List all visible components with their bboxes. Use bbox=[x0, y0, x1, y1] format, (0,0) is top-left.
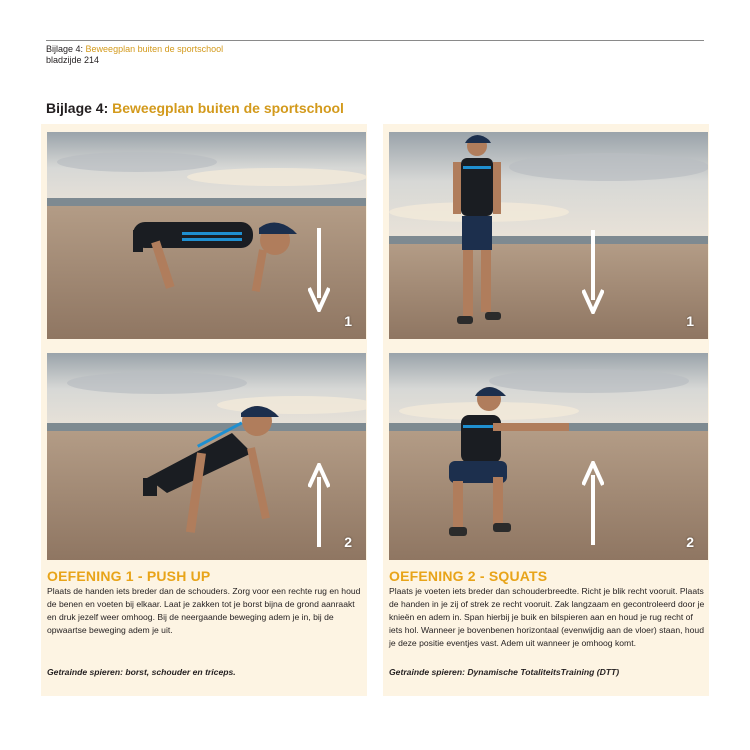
exercise-panel-push-up bbox=[41, 124, 367, 696]
step-number: 1 bbox=[686, 313, 694, 329]
page-title-label: Bijlage 4: bbox=[46, 100, 109, 116]
trained-muscles: Getrainde spieren: Dynamische TotaliteitsTraining (DTT) bbox=[389, 667, 620, 677]
running-header-label: Bijlage 4: bbox=[46, 44, 84, 54]
beach-photo-image bbox=[389, 132, 708, 339]
exercise-title: OEFENING 1 - PUSH UP bbox=[47, 568, 211, 584]
push-up-photo-1 bbox=[47, 132, 366, 339]
header-rule bbox=[46, 40, 704, 41]
arrow-up-icon bbox=[582, 461, 604, 545]
step-number: 2 bbox=[686, 534, 694, 550]
step-number: 1 bbox=[344, 313, 352, 329]
squats-photo-2 bbox=[389, 353, 708, 560]
page-title bbox=[46, 100, 344, 116]
exercise-description: Plaats je voeten iets breder dan schouderbreedte. Richt je blik recht vooruit. Plaats de handen in je zij of strek ze recht vooruit. Zak langzaam en gecontroleerd door je knieën en adem in. Span hierbij je buik en bilspieren aan en houd je rug recht of iets hol. Wanneer je bovenbenen horizontaal (evenwijdig aan de vloer) staan, houd je deze positie eventjes vast. Adem uit wanneer je omhoog komt. bbox=[389, 586, 705, 648]
arrow-down-icon bbox=[582, 230, 604, 314]
step-number: 2 bbox=[344, 534, 352, 550]
beach-photo-image bbox=[389, 353, 708, 560]
exercise-description: Plaats de handen iets breder dan de schouders. Zorg voor een rechte rug en houd de benen en voeten bij elkaar. Laat je zakken tot je borst bijna de grond aanraakt en druk jezelf weer omhoog. Bij de neergaande beweging adem je in, bij de opwaartse beweging adem je uit. bbox=[47, 586, 361, 635]
arrow-up-icon bbox=[308, 463, 330, 547]
running-header-section: Beweegplan buiten de sportschool bbox=[85, 44, 224, 54]
arrow-down-icon bbox=[308, 228, 330, 312]
running-header bbox=[46, 44, 223, 66]
squats-photo-1 bbox=[389, 132, 708, 339]
exercise-title: OEFENING 2 - SQUATS bbox=[389, 568, 548, 584]
page-reference: bladzijde 214 bbox=[46, 55, 100, 65]
page-title-section: Beweegplan buiten de sportschool bbox=[112, 100, 344, 116]
trained-muscles: Getrainde spieren: borst, schouder en triceps. bbox=[47, 667, 236, 677]
exercise-panel-squats bbox=[383, 124, 709, 696]
push-up-photo-2 bbox=[47, 353, 366, 560]
